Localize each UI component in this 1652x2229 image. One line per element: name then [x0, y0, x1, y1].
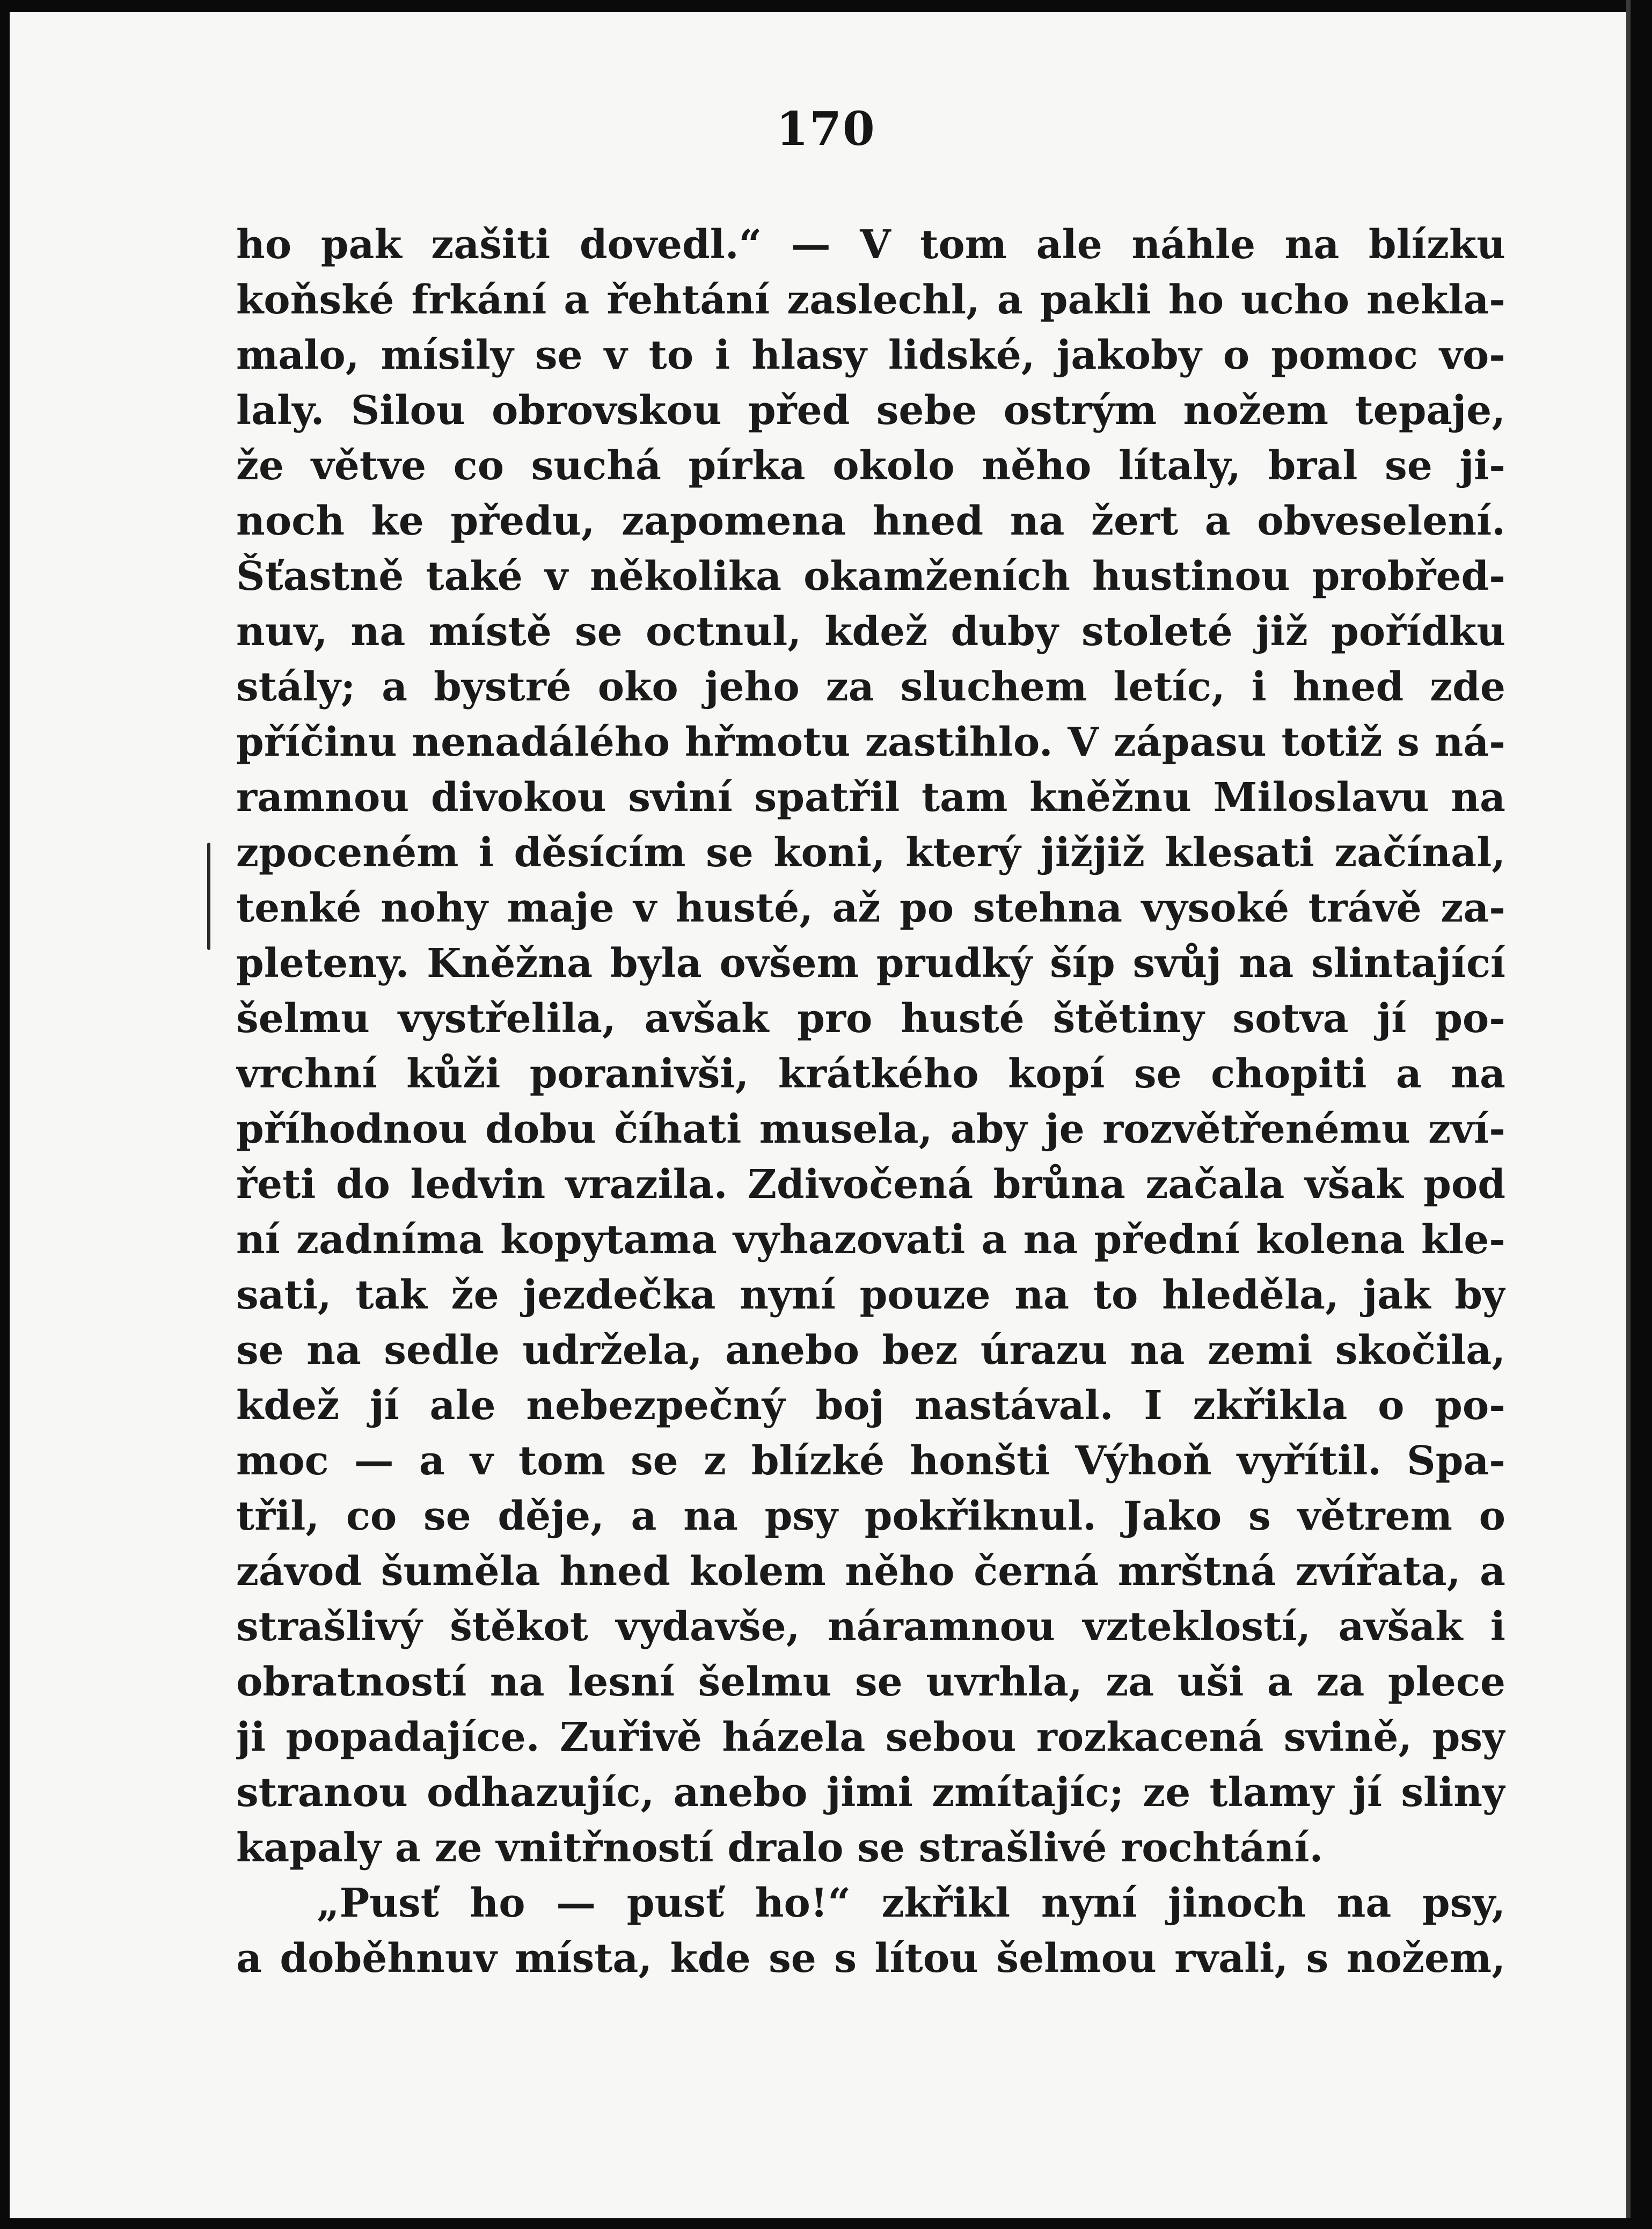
- text-line: zpoceném i děsícím se koni, který jižjiž klesati začínal,: [236, 830, 1505, 876]
- text-line: ji popadajíce. Zuřivě házela sebou rozkacená svině, psy: [236, 1714, 1505, 1760]
- text-line: noch ke předu, zapomena hned na žert a obveselení.: [236, 498, 1505, 544]
- text-line: Šťastně také v několika okamženích hustinou probřed-: [236, 553, 1505, 600]
- text-line: koňské frkání a řehtání zaslechl, a pakli ho ucho nekla-: [236, 277, 1505, 323]
- text-line: kdež jí ale nebezpečný boj nastával. I zkřikla o po-: [236, 1383, 1505, 1429]
- text-line: tenké nohy maje v husté, až po stehna vysoké trávě za-: [236, 885, 1505, 931]
- text-line: strašlivý štěkot vydavše, náramnou vzteklostí, avšak i: [236, 1604, 1505, 1650]
- scan-border-top: [0, 0, 1652, 12]
- scan-border-right: [1631, 0, 1652, 2229]
- scan-border-right-shadow: [1626, 0, 1631, 2229]
- scan-border-bottom: [0, 2218, 1652, 2229]
- text-line: nuv, na místě se octnul, kdež duby stoleté již pořídku: [236, 609, 1505, 655]
- scan-border-left: [0, 0, 10, 2229]
- text-line: ho pak zašiti dovedl.“ — V tom ale náhle na blízku: [236, 222, 1505, 268]
- text-line: šelmu vystřelila, avšak pro husté štětiny sotva jí po-: [236, 996, 1505, 1042]
- text-line: pleteny. Kněžna byla ovšem prudký šíp svůj na slintající: [236, 940, 1505, 986]
- text-line: kapaly a ze vnitřností dralo se strašlivé rochtání.: [236, 1825, 1324, 1871]
- text-line: stály; a bystré oko jeho za sluchem letíc, i hned zde: [236, 664, 1505, 710]
- page-number: 170: [776, 102, 876, 156]
- text-line: „Pusť ho — pusť ho!“ zkřikl nyní jinoch na psy,: [317, 1880, 1505, 1926]
- text-line: příčinu nenadálého hřmotu zastihlo. V zápasu totiž s ná-: [236, 719, 1505, 765]
- text-line: stranou odhazujíc, anebo jimi zmítajíc; ze tlamy jí sliny: [236, 1770, 1505, 1816]
- text-line: laly. Silou obrovskou před sebe ostrým nožem tepaje,: [236, 388, 1505, 434]
- text-line: že větve co suchá pírka okolo něho lítaly, bral se ji-: [236, 443, 1505, 489]
- text-line: třil, co se děje, a na psy pokřiknul. Jako s větrem o: [236, 1493, 1505, 1539]
- margin-mark: [207, 843, 210, 950]
- text-line: ramnou divokou sviní spatřil tam kněžnu Miloslavu na: [236, 774, 1505, 821]
- text-line: obratností na lesní šelmu se uvrhla, za uši a za plece: [236, 1659, 1505, 1705]
- text-line: vrchní kůži poranivši, krátkého kopí se chopiti a na: [236, 1051, 1505, 1097]
- text-line: moc — a v tom se z blízké honšti Výhoň vyřítil. Spa-: [236, 1438, 1505, 1484]
- body-text: [236, 217, 1505, 1986]
- text-line: malo, mísily se v to i hlasy lidské, jakoby o pomoc vo-: [236, 332, 1505, 378]
- text-line: příhodnou dobu číhati musela, aby je rozvětřenému zví-: [236, 1106, 1505, 1152]
- text-line: ní zadníma kopytama vyhazovati a na přední kolena kle-: [236, 1217, 1505, 1263]
- text-line: závod šuměla hned kolem něho černá mrštná zvířata, a: [236, 1548, 1505, 1595]
- text-line: se na sedle udržela, anebo bez úrazu na zemi skočila,: [236, 1327, 1505, 1373]
- text-line: řeti do ledvin vrazila. Zdivočená brůna začala však pod: [236, 1161, 1505, 1208]
- text-line: sati, tak že jezdečka nyní pouze na to hleděla, jak by: [236, 1272, 1505, 1318]
- text-line: a doběhnuv místa, kde se s lítou šelmou rvali, s nožem,: [236, 1935, 1505, 1982]
